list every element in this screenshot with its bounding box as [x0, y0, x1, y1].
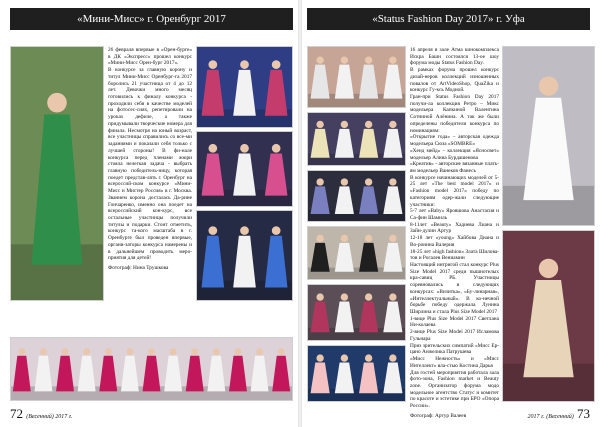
right-article-paragraph: 5-7 лет «Baby» Яровшова Анастасия и Са-фин Шамиль	[410, 208, 499, 221]
right-page-header: «Status Fashion Day 2017» г. Уфа	[307, 8, 590, 30]
right-page	[302, 0, 600, 427]
figure-head	[365, 293, 372, 300]
photo-ufa-models-banner	[307, 170, 406, 222]
right-article-paragraph: «Креатив» - авторские вязанные плать-ям модельер Ванеков Фанесь	[410, 161, 499, 174]
right-article-paragraph: «Мисс Нежность» и «Мисс Интеллект» вла-стью Костина Дарья	[410, 356, 499, 369]
figure-head	[208, 226, 217, 235]
figure-head	[341, 178, 348, 185]
figure-head	[341, 57, 348, 64]
page-number: 73	[577, 406, 590, 421]
figure-head	[208, 144, 217, 153]
figure-head	[365, 354, 372, 361]
figure-head	[256, 348, 263, 355]
figure-head	[148, 348, 155, 355]
right-article-paragraph: «Открытие года» – авторская одежда модельера Сюза «SOMBRE»	[410, 134, 499, 148]
figure-head	[191, 348, 198, 355]
figure-head	[316, 235, 323, 242]
figure-head	[389, 235, 396, 242]
right-article-paragraph: Гран-при Status Fashion Day 2017 получи-ла коллекция Ретро – Микс модельера Капкиной Валентина Сотниной Алёнина. А так же были определены победители конкурса по номинациям:	[410, 94, 499, 134]
page-number: 72	[10, 406, 23, 421]
photo-image	[308, 346, 405, 401]
figure-head	[365, 57, 372, 64]
figure-head	[365, 235, 372, 242]
figure-head	[235, 348, 242, 355]
photo-ufa-award	[502, 230, 595, 402]
figure-head	[170, 348, 177, 355]
photo-children-banner	[196, 46, 293, 128]
photo-girl-green-dress	[10, 46, 104, 301]
right-article-paragraph: «Хенд мейд» – коллекция «Ясносвет» модельер Алина Бурдашенова	[410, 147, 499, 161]
figure-head	[240, 144, 249, 153]
figure-head	[389, 293, 396, 300]
figure-head	[389, 354, 396, 361]
figure-head	[272, 144, 281, 153]
photo-image	[503, 231, 594, 401]
figure-head	[341, 235, 348, 242]
figure-head	[341, 121, 348, 128]
photo-image	[308, 113, 405, 165]
right-article-paragraph: 18-25 лет «high fashion» Злата Шилова-тов и Рогалев Вениамин	[410, 248, 499, 262]
figure-head	[278, 348, 285, 355]
figure-head	[341, 354, 348, 361]
left-article	[108, 47, 192, 272]
left-article-paragraph: В конкурсе за главную корону и титул Мини-Мисс Оренбург-га 2017 боролись 21 участница от 4 до 12 лет. Девочки много месяц готовились к финалу конкурса - проходили себя в качестве моделей на фотосес-сиях, репетировали на уроках дефиле, а также придумывали творческие номера для финала. Несмотря на юный возраст, все участницы справились со все-ми заданиями и показали себя только с лучшей стороны! В фи-нале конкурса перед членами жюри стояла нелегкая задача - выбрать главную победитель-ницу, которая поедет представ-лять г. Оренбург на всероссий-ском конкурсе «Мини-Мисс и Мистер Россия» в г. Москва. Званием корона досталась Да-рине Гончаренко, именно она поедет на всероссийский кон-курс, все остальные участницы получили титулы и подарки. Стоит отметить, конкурс та-кого масштаба в г. Оренбурге был проведен впервые, органи-заторы конкурса намерены и в дальнейшем проводить меро-приятия для детей!	[108, 67, 192, 262]
figure-head	[272, 60, 281, 69]
photo-image	[503, 47, 594, 225]
figure-head	[389, 178, 396, 185]
right-article-paragraph: Приз зрительских симпатий «Мисс Ер-цано Анжелика Патрушева	[410, 342, 499, 356]
figure-head	[539, 76, 558, 95]
right-article-paragraph: В рамках форума прошел конкурс дизай-неров коллекций изношенных повалов от ArtVideoShop, QuaZika и конкурс Гу-ксь Модной.	[410, 67, 499, 94]
photo-ufa-boy-stage	[307, 226, 406, 280]
figure-head	[539, 259, 558, 278]
photo-ufa-plus-size	[307, 284, 406, 341]
photo-image	[308, 171, 405, 221]
photo-ufa-white-dress	[502, 46, 595, 226]
photo-group-line-up	[10, 337, 293, 401]
figure-head	[365, 178, 372, 185]
photo-image	[11, 338, 292, 400]
magazine-issue: (Весенний) 2017 г.	[26, 414, 73, 420]
right-photo-credit: Фотограф: Артур Валеев	[410, 412, 467, 419]
left-article-paragraph: 26 февраля впервые в «Орен-бурге» в ДК «Экспресс» прошел конкурс «Мини-Мисс Орен-бург 2017».	[108, 47, 192, 67]
figure-head	[213, 348, 220, 355]
photo-ufa-girls-sash	[307, 112, 406, 166]
left-page-folio	[10, 406, 72, 422]
right-page-folio	[528, 406, 590, 422]
right-article-paragraph: 8-11лет «Beauty» Хадиева Лиана и Зайн-дулин Артур	[410, 221, 499, 235]
photo-image	[308, 227, 405, 279]
magazine-issue: 2017 г. (Весенний)	[527, 414, 574, 420]
photo-image	[308, 285, 405, 340]
figure-head	[126, 348, 133, 355]
left-page	[0, 0, 298, 427]
figure-head	[83, 348, 90, 355]
figure-head	[389, 57, 396, 64]
right-article-paragraph: 12-18 лет «young» Хайбова Диана и Во-ронина Валерия	[410, 235, 499, 248]
figure-head	[40, 348, 47, 355]
right-article-paragraph: Настоящий интригой стал конкурс Plus Size Model 2017 среди пышнотелых кра-савиц РБ. Участницы соревновались в следующих конкурсах: «Визитка», «Бу-линарная», «Интеллектуальный». В ко-нечной борьбе победу одержала Лунина Ширлина и стала Plus Size Model 2017	[410, 262, 499, 316]
photo-ufa-runway-children	[307, 46, 406, 108]
left-photo-credit: Фотограф: Нина Трушкова	[108, 265, 169, 271]
right-article-paragraph: 1-вице Plus Size Model 2017 Светлана Ни-колаева	[410, 315, 499, 329]
right-article-paragraph: В конкурсе начинающих моделей от 5-25 лет «The best model 2017» и «Fashion model 2017» победу по категориям одер-жали следующие участники:	[410, 174, 499, 208]
figure-head	[316, 354, 323, 361]
photo-image	[197, 47, 292, 127]
figure-head	[316, 293, 323, 300]
figure-head	[240, 226, 249, 235]
figure-head	[18, 348, 25, 355]
photo-image	[197, 132, 292, 206]
photo-girl-blue-dress	[196, 210, 293, 301]
figure-head	[316, 121, 323, 128]
figure-head	[365, 121, 372, 128]
photo-ufa-blue-backdrop	[307, 345, 406, 402]
right-article	[410, 47, 499, 420]
photo-image	[197, 211, 292, 300]
right-article-paragraph: Для гостей мероприятия работала зала фото-зона, Fashion market и Beauty zone. Организатор форума модо модельное агентство Статус и комитет по красоте и эстетике при БРО «Опора России».	[410, 369, 499, 410]
figure-head	[240, 60, 249, 69]
photo-image	[308, 47, 405, 107]
figure-head	[47, 93, 67, 113]
figure-head	[62, 348, 69, 355]
figure-head	[272, 226, 281, 235]
figure-head	[341, 293, 348, 300]
figure-head	[316, 178, 323, 185]
right-article-paragraph: 16 апреля в зале Атма кинокомплекса Искра Башн состоялся 13-ое шоу форума моды Status Fashion Day.	[410, 47, 499, 67]
figure-head	[389, 121, 396, 128]
left-page-header: «Мини-Мисс» г. Оренбург 2017	[10, 8, 293, 30]
figure-head	[316, 57, 323, 64]
right-article-paragraph: 2-вице Plus Size Model 2017 Исламова Гульнара	[410, 329, 499, 342]
photo-two-girls-stage	[196, 131, 293, 207]
photo-image	[11, 47, 103, 300]
figure-head	[105, 348, 112, 355]
figure-head	[208, 60, 217, 69]
